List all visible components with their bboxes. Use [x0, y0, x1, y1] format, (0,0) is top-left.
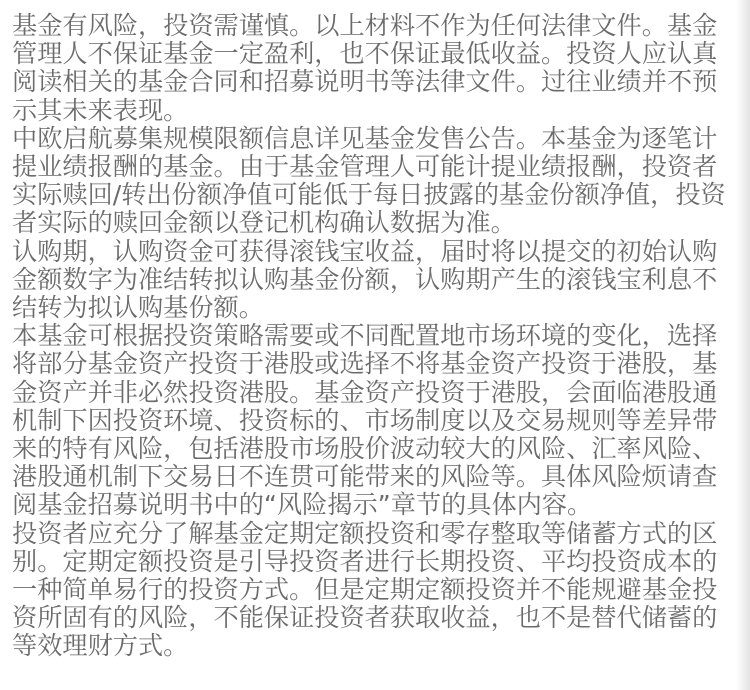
disclaimer-paragraph-performance-fee: 中欧启航募集规模限额信息详见基金发售公告。本基金为逐笔计提业绩报酬的基金。由于基金管理人可能计提业绩报酬，投资者实际赎回/转出份额净值可能低于每日披露的基金份额净值，投资者实际的赎回金额以登记机构确认数据为准。 — [12, 123, 726, 238]
disclaimer-paragraph-hk-stock-risk: 本基金可根据投资策略需要或不同配置地市场环境的变化，选择将部分基金资产投资于港股或选择不将基金资产投资于港股，基金资产并非必然投资港股。基金资产投资于港股，会面临港股通机制下因投资环境、投资标的、市场制度以及交易规则等差异带来的特有风险，包括港股市场股价波动较大的风险、汇率风险、港股通机制下交易日不连贯可能带来的风险等。具体风险烦请查阅基金招募说明书中的“风险揭示”章节的具体内容。 — [12, 321, 718, 520]
disclaimer-paragraph-risk-warning: 基金有风险，投资需谨慎。以上材料不作为任何法律文件。基金管理人不保证基金一定盈利，也不保证最低收益。投资人应认真阅读相关的基金合同和招募说明书等法律文件。过往业绩并不预示其未来表现。 — [12, 11, 718, 125]
scroll-edge-shade — [736, 0, 750, 690]
disclaimer-paragraph-regular-investment: 投资者应充分了解基金定期定额投资和零存整取等储蓄方式的区别。定期定额投资是引导投资者进行长期投资、平均投资成本的一种简单易行的投资方式。但是定期定额投资并不能规避基金投资所固有的风险，不能保证投资者获取收益，也不是替代储蓄的等效理财方式。 — [12, 518, 718, 661]
disclaimer-paragraph-subscription-period: 认购期，认购资金可获得滚钱宝收益，届时将以提交的初始认购金额数字为准结转拟认购基金份额，认购期产生的滚钱宝利息不结转为拟认购基份额。 — [12, 236, 718, 323]
